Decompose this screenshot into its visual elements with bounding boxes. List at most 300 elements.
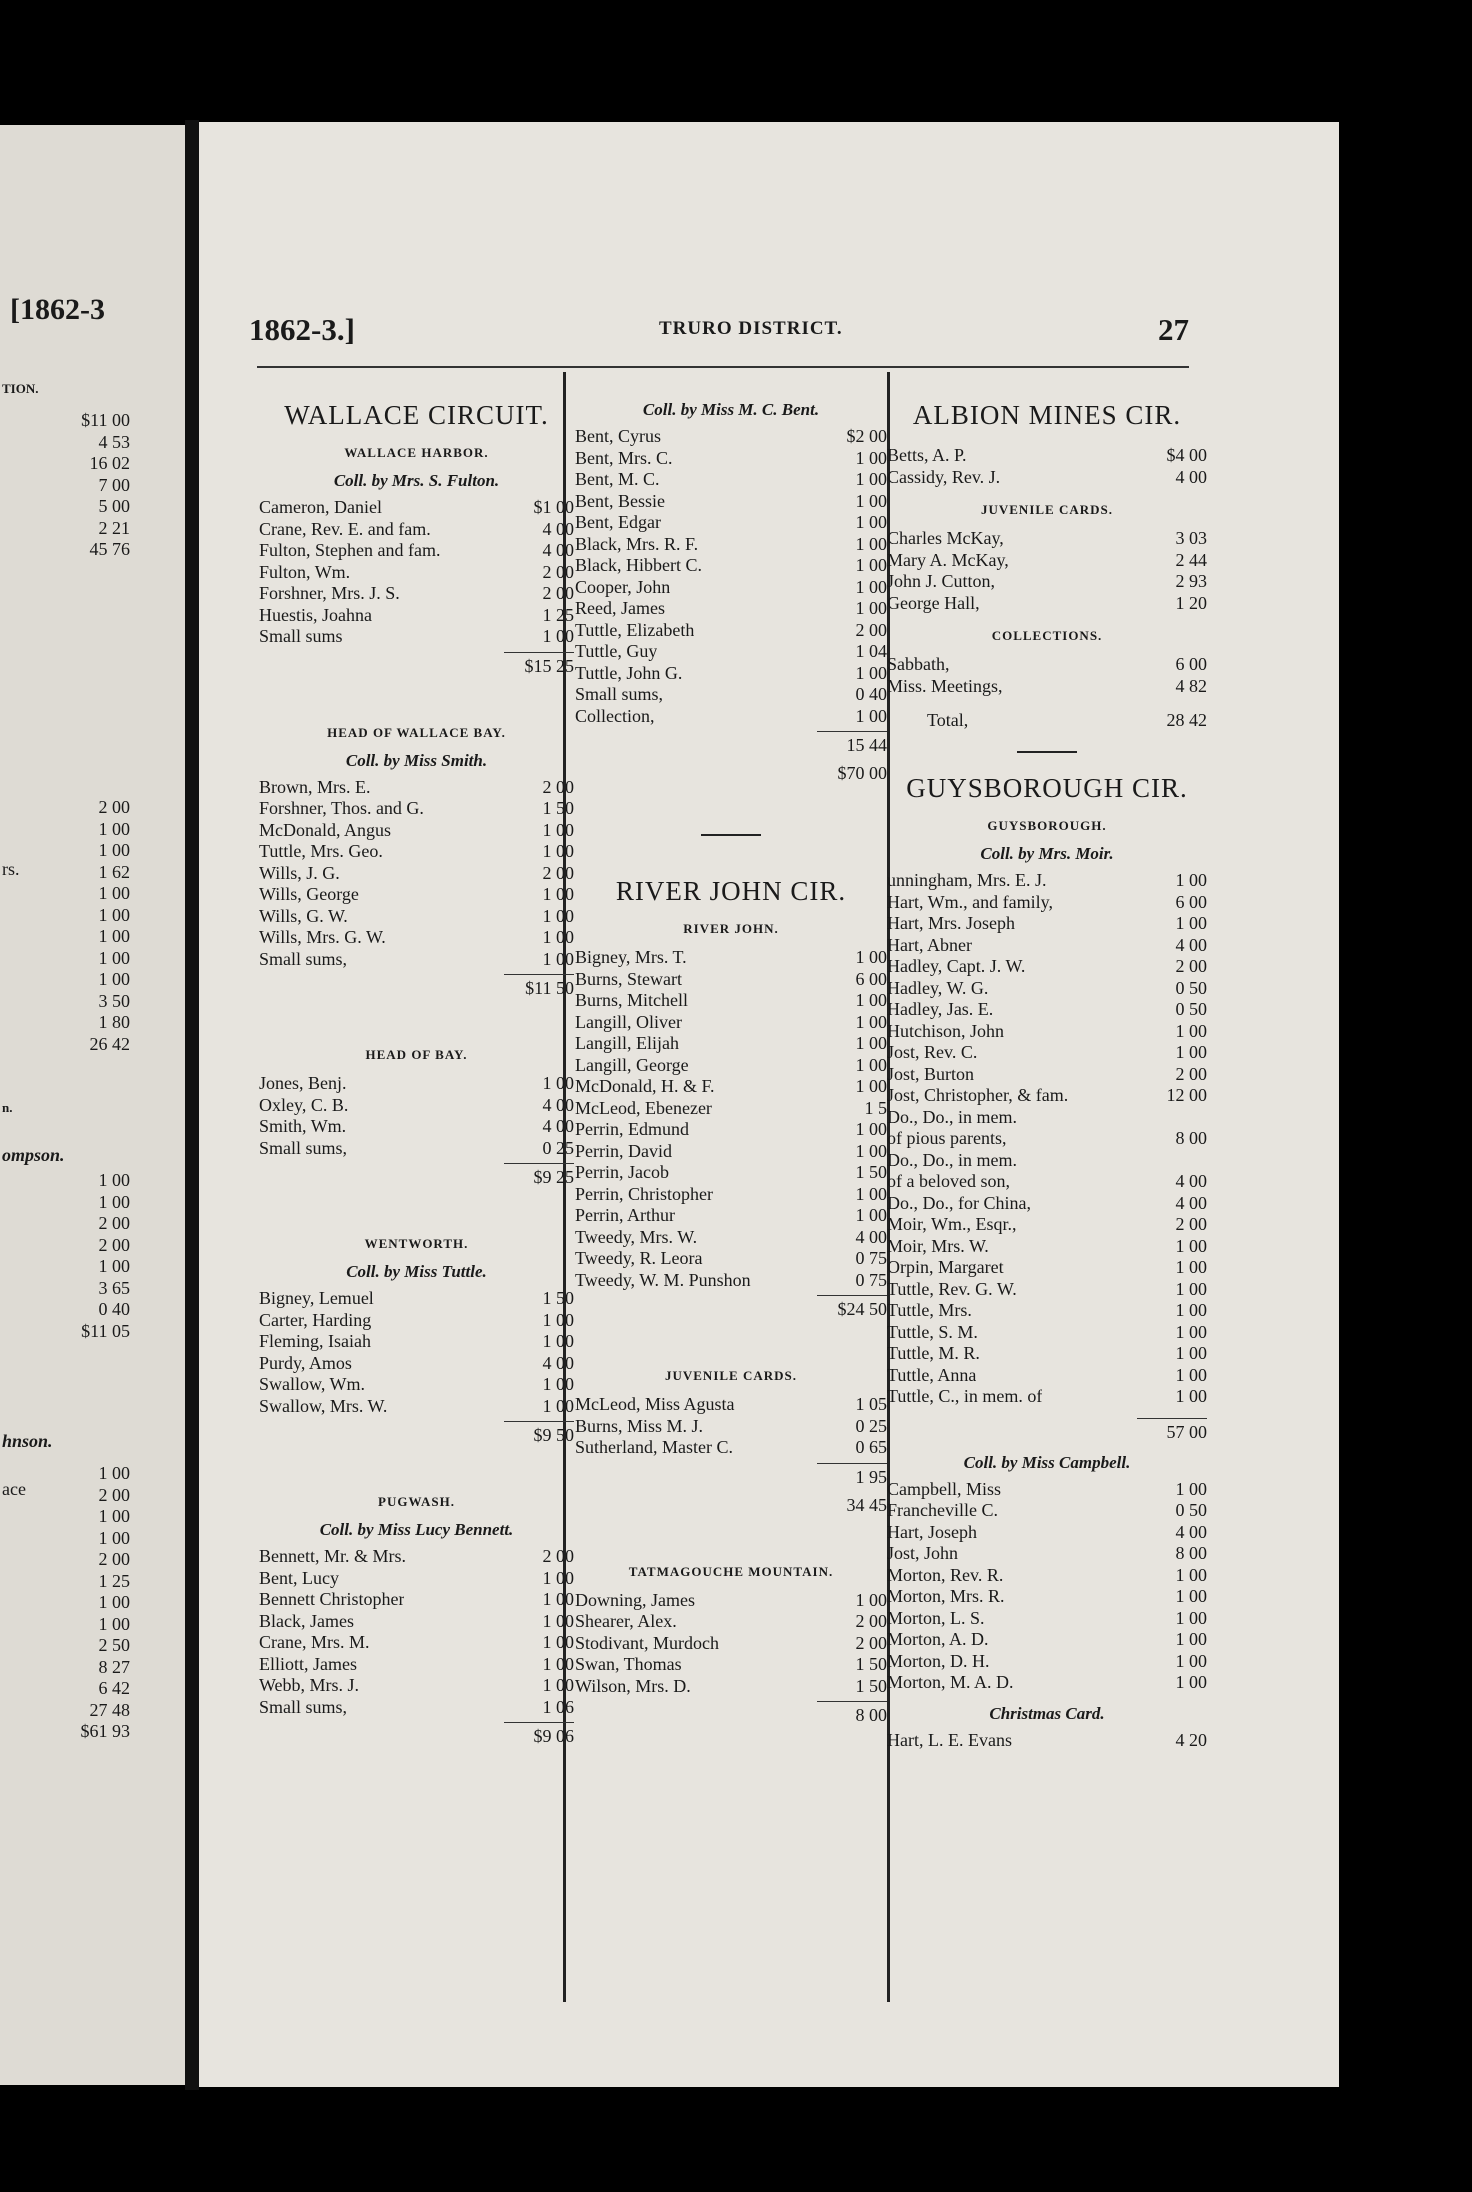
left-amount: 1 00 — [98, 904, 130, 925]
river-john-entry — [575, 1055, 887, 1077]
page-header — [249, 312, 1189, 352]
christmas-card-list — [887, 1730, 1207, 1752]
campbell-amount: 1 00 — [1175, 1650, 1207, 1671]
albion-collections-amount: 6 00 — [1175, 654, 1207, 674]
guysborough-amount — [1155, 1107, 1207, 1129]
wallace-amount: 1 00 — [542, 948, 574, 969]
christmas-name: Hart, L. E. Evans — [887, 1729, 1012, 1750]
wallace-entry — [259, 1568, 574, 1590]
bent-amount: 1 00 — [855, 598, 887, 618]
wallace-entry — [259, 841, 574, 863]
wallace-name: Elliott, James — [259, 1653, 357, 1674]
bent-amount: 1 00 — [855, 512, 887, 532]
campbell-entry — [887, 1629, 1207, 1651]
left-amount: 5 00 — [98, 496, 130, 516]
guysborough-entry — [887, 1343, 1207, 1365]
campbell-name: Francheville C. — [887, 1500, 998, 1520]
page — [199, 122, 1339, 2087]
campbell-amount: 1 00 — [1175, 1478, 1207, 1499]
left-amount: $61 93 — [80, 1721, 130, 1741]
albion-juvenile-amount: 3 03 — [1175, 528, 1207, 548]
bent-entry — [575, 555, 887, 577]
guysborough-name: Do., Do., for China, — [887, 1192, 1031, 1213]
wallace-entry — [259, 1396, 574, 1418]
left-amount: 16 02 — [89, 453, 130, 473]
river-john-amount: 1 00 — [855, 1119, 887, 1139]
guysborough-entry — [887, 1021, 1207, 1043]
river-john-amount: 1 00 — [855, 1183, 887, 1204]
river-john-amount: 0 25 — [855, 1415, 887, 1436]
river-john-name: Stodivant, Murdoch — [575, 1632, 719, 1653]
guysborough-amount: 4 00 — [1175, 1171, 1207, 1191]
campbell-entry — [887, 1565, 1207, 1587]
river-john-name: Perrin, Arthur — [575, 1205, 675, 1225]
header-rule — [257, 366, 1189, 368]
albion-juvenile-list — [887, 528, 1207, 614]
wallace-name: Oxley, C. B. — [259, 1094, 349, 1115]
campbell-entry — [887, 1672, 1207, 1694]
river-john-name: Tweedy, Mrs. W. — [575, 1226, 698, 1247]
river-john-entry — [575, 1676, 887, 1698]
bent-subtotal: 15 44 — [817, 731, 887, 756]
river-john-entry — [575, 969, 887, 991]
bent-entry — [575, 491, 887, 513]
river-john-name: Sutherland, Master C. — [575, 1437, 733, 1457]
page-gutter — [185, 120, 199, 2090]
campbell-name: Morton, Rev. R. — [887, 1564, 1004, 1585]
albion-juvenile-entry — [887, 593, 1207, 615]
wallace-amount: 4 00 — [542, 1094, 574, 1115]
wallace-name: Swallow, Wm. — [259, 1374, 365, 1394]
guysborough-name: Jost, Christopher, & fam. — [887, 1085, 1069, 1105]
bent-name: Black, Mrs. R. F. — [575, 533, 699, 554]
guysborough-name: Orpin, Margaret — [887, 1257, 1004, 1277]
campbell-amount: 1 00 — [1175, 1586, 1207, 1606]
river-john-name: Burns, Mitchell — [575, 990, 688, 1010]
campbell-amount: 0 50 — [1175, 1500, 1207, 1520]
wallace-entry — [259, 1116, 574, 1138]
bent-amount: 1 00 — [855, 469, 887, 489]
river-john-name: McDonald, H. & F. — [575, 1076, 715, 1096]
wallace-section — [259, 1446, 574, 1747]
wallace-entry — [259, 1675, 574, 1697]
left-frag-n: n. — [2, 1100, 13, 1115]
river-john-amount: 1 5 — [864, 1097, 887, 1118]
wallace-entry — [259, 1611, 574, 1633]
river-john-entry — [575, 1270, 887, 1292]
guysborough-title: GUYSBOROUGH CIR. — [906, 773, 1188, 803]
left-amount: 1 80 — [98, 1012, 130, 1032]
campbell-amount: 1 00 — [1175, 1564, 1207, 1585]
guysborough-entry — [887, 892, 1207, 914]
wallace-amount: 4 00 — [542, 540, 574, 560]
guysborough-amount: 1 00 — [1175, 1300, 1207, 1320]
left-amount: 1 00 — [98, 818, 130, 839]
left-amount: 2 50 — [98, 1635, 130, 1655]
river-john-entry — [575, 1033, 887, 1055]
campbell-name: Hart, Joseph — [887, 1521, 977, 1542]
river-john-amount: 2 00 — [855, 1611, 887, 1631]
albion-entry — [887, 445, 1207, 467]
wallace-entry — [259, 519, 574, 541]
bent-name: Cooper, John — [575, 576, 671, 597]
section-dash — [1017, 751, 1077, 753]
section-gap — [575, 1320, 887, 1354]
wallace-name: Small sums, — [259, 948, 348, 969]
bent-name: Bent, Bessie — [575, 490, 665, 511]
wallace-name: Fulton, Wm. — [259, 561, 351, 582]
river-john-amount: 0 75 — [855, 1269, 887, 1290]
left-amount: 2 00 — [98, 797, 130, 817]
guysborough-amount — [1155, 1150, 1207, 1172]
guysborough-name: Tuttle, M. R. — [887, 1343, 980, 1363]
wallace-amount: 1 00 — [542, 1395, 574, 1416]
wallace-sections — [259, 445, 574, 1747]
wallace-name: Wills, Mrs. G. W. — [259, 927, 386, 947]
wallace-entry — [259, 1632, 574, 1654]
guysborough-total: 57 00 — [1137, 1418, 1207, 1443]
guysborough-amount: 1 00 — [1175, 870, 1207, 890]
wallace-name: Wills, George — [259, 884, 359, 904]
section-total-value: $9 25 — [533, 1167, 574, 1187]
wallace-amount: 1 00 — [542, 1309, 574, 1330]
guysborough-name: of pious parents, — [887, 1128, 1007, 1148]
left-amount: 1 00 — [98, 1592, 130, 1612]
river-john-name: Langill, George — [575, 1054, 689, 1075]
bent-name: Reed, James — [575, 598, 665, 618]
guysborough-entry — [887, 1107, 1207, 1129]
guysborough-amount: 1 00 — [1175, 1020, 1207, 1041]
campbell-list — [887, 1479, 1207, 1694]
left-amount: 1 00 — [98, 883, 130, 903]
wallace-entry — [259, 798, 574, 820]
left-frag-rs: rs. — [2, 859, 20, 879]
guysborough-name: Tuttle, Mrs. — [887, 1300, 972, 1320]
albion-juvenile-heading: JUVENILE CARDS. — [980, 502, 1114, 517]
section-heading: WALLACE HARBOR. — [344, 445, 489, 460]
river-john-name: Perrin, Christopher — [575, 1183, 713, 1204]
wallace-amount: 1 00 — [542, 1567, 574, 1588]
left-amount: 27 48 — [89, 1699, 130, 1720]
left-frag-hnson: hnson. — [2, 1431, 53, 1451]
wallace-name: Fulton, Stephen and fam. — [259, 540, 441, 560]
wallace-amount: 2 00 — [542, 862, 574, 883]
left-amount: 1 00 — [98, 1506, 130, 1526]
guysborough-amount: 0 50 — [1175, 977, 1207, 998]
river-john-amount: 1 00 — [855, 990, 887, 1010]
river-john-entry — [575, 947, 887, 969]
river-john-name: Downing, James — [575, 1589, 695, 1610]
albion-juvenile-name: Charles McKay, — [887, 528, 1004, 548]
left-amount: 1 62 — [98, 861, 130, 882]
wallace-name: Bennett Christopher — [259, 1589, 405, 1609]
bent-name: Bent, Cyrus — [575, 426, 662, 446]
river-john-amount: 1 50 — [855, 1654, 887, 1674]
river-john-entry — [575, 1076, 887, 1098]
bent-entry — [575, 426, 887, 448]
campbell-entry — [887, 1543, 1207, 1565]
left-amount: 1 00 — [98, 1463, 130, 1483]
wallace-entry — [259, 884, 574, 906]
wallace-entry — [259, 562, 574, 584]
river-john-entry — [575, 1119, 887, 1141]
left-amount: $11 05 — [81, 1320, 130, 1341]
guysborough-entry — [887, 1300, 1207, 1322]
wallace-section — [259, 677, 574, 1000]
section-grand-total-value: 34 45 — [846, 1494, 887, 1515]
albion-collections-name: Miss. Meetings, — [887, 675, 1003, 696]
river-john-name: Tweedy, W. M. Punshon — [575, 1269, 751, 1290]
bent-list — [575, 426, 887, 727]
section-heading: HEAD OF BAY. — [365, 1047, 468, 1062]
guysborough-name: Jost, Rev. C. — [887, 1042, 978, 1062]
guysborough-amount: 2 00 — [1175, 1214, 1207, 1234]
wallace-name: Tuttle, Mrs. Geo. — [259, 841, 383, 861]
wallace-section — [259, 445, 574, 677]
albion-juvenile-entry — [887, 571, 1207, 593]
wallace-entry — [259, 1654, 574, 1676]
river-john-amount: 6 00 — [855, 968, 887, 989]
wallace-amount: 1 00 — [542, 1632, 574, 1652]
section-total — [504, 1722, 574, 1747]
albion-collections-name: Sabbath, — [887, 654, 950, 674]
campbell-name: Jost, John — [887, 1543, 959, 1563]
left-amount: 7 00 — [98, 474, 130, 495]
river-john-entry — [575, 1394, 887, 1416]
section-collector: Coll. by Miss Smith. — [345, 750, 488, 770]
guysborough-entry — [887, 1214, 1207, 1236]
section-total-value: 1 95 — [855, 1466, 887, 1487]
guysborough-name: Tuttle, S. M. — [887, 1321, 978, 1342]
guysborough-name: of a beloved son, — [887, 1171, 1010, 1191]
wallace-amount: 2 00 — [542, 1546, 574, 1566]
section-collector: Coll. by Miss Lucy Bennett. — [319, 1520, 514, 1539]
river-john-amount: 0 75 — [855, 1248, 887, 1268]
left-amount: 1 25 — [98, 1570, 130, 1591]
left-page-header: [1862-3 — [10, 293, 105, 326]
left-amount: 2 00 — [98, 1484, 130, 1505]
wallace-name: Bent, Lucy — [259, 1567, 339, 1588]
campbell-entry — [887, 1651, 1207, 1673]
river-john-entry — [575, 1611, 887, 1633]
left-amount: 4 53 — [98, 431, 130, 452]
river-john-name: Swan, Thomas — [575, 1654, 682, 1674]
river-john-entry — [575, 1590, 887, 1612]
albion-juvenile-amount: 1 20 — [1175, 592, 1207, 613]
left-page-fragment — [0, 125, 185, 2085]
wallace-amount: 2 00 — [542, 776, 574, 797]
campbell-name: Morton, D. H. — [887, 1650, 990, 1671]
bent-name: Bent, Mrs. C. — [575, 447, 673, 468]
section-gap — [259, 1446, 574, 1480]
wallace-amount: 1 00 — [542, 1610, 574, 1631]
bent-entry — [575, 469, 887, 491]
guysborough-name: Tuttle, Anna — [887, 1364, 977, 1385]
albion-juvenile-amount: 2 93 — [1175, 571, 1207, 591]
river-john-title: RIVER JOHN CIR. — [615, 876, 847, 906]
guysborough-heading: GUYSBOROUGH. — [987, 818, 1107, 833]
wallace-amount: 1 50 — [542, 798, 574, 818]
campbell-amount: 1 00 — [1175, 1629, 1207, 1649]
wallace-amount: 2 00 — [542, 561, 574, 582]
river-john-name: McLeod, Ebenezer — [575, 1097, 712, 1118]
left-frag-ace: ace — [2, 1479, 26, 1499]
bent-collector: Coll. by Miss M. C. Bent. — [642, 400, 820, 419]
left-amount: $11 00 — [81, 410, 130, 430]
wallace-name: Small sums — [259, 626, 343, 646]
campbell-amount: 1 00 — [1175, 1607, 1207, 1628]
bent-name: Tuttle, Guy — [575, 641, 658, 661]
christmas-card-heading: Christmas Card. — [989, 1703, 1105, 1723]
bent-entry — [575, 448, 887, 470]
guysborough-amount: 1 00 — [1175, 1278, 1207, 1299]
bent-amount: 1 00 — [855, 447, 887, 468]
section-heading: HEAD OF WALLACE BAY. — [327, 724, 506, 740]
wallace-entry — [259, 1589, 574, 1611]
wallace-amount: 1 00 — [542, 1675, 574, 1695]
left-frag-ompson: ompson. — [2, 1145, 65, 1165]
guysborough-amount: 1 00 — [1175, 1257, 1207, 1277]
wallace-entry — [259, 949, 574, 971]
guysborough-name: Hadley, W. G. — [887, 977, 989, 998]
left-amount: 2 00 — [98, 1213, 130, 1233]
section-dash — [701, 834, 761, 836]
wallace-amount: 1 00 — [542, 905, 574, 926]
guysborough-amount: 2 00 — [1175, 956, 1207, 976]
page-number: 27 — [1158, 312, 1189, 347]
column-albion-guysborough — [887, 394, 1207, 1751]
guysborough-entry — [887, 1279, 1207, 1301]
guysborough-amount: 1 00 — [1175, 1386, 1207, 1406]
river-john-entry — [575, 1012, 887, 1034]
albion-collections-heading: COLLECTIONS. — [991, 628, 1103, 643]
wallace-entry — [259, 777, 574, 799]
wallace-amount: 2 00 — [542, 583, 574, 603]
page-title: TRURO DISTRICT. — [659, 318, 843, 339]
albion-juvenile-amount: 2 44 — [1175, 549, 1207, 570]
campbell-name: Morton, Mrs. R. — [887, 1586, 1005, 1606]
wallace-entry — [259, 1310, 574, 1332]
albion-juvenile-entry — [887, 528, 1207, 550]
wallace-entry — [259, 497, 574, 519]
bent-entry — [575, 684, 887, 706]
guysborough-amount: 8 00 — [1175, 1128, 1207, 1148]
albion-juvenile-name: Mary A. McKay, — [887, 549, 1009, 570]
left-amount: 1 00 — [98, 1256, 130, 1276]
guysborough-amount: 4 00 — [1175, 934, 1207, 955]
wallace-amount: 1 00 — [542, 819, 574, 840]
river-john-amount: 1 00 — [855, 1033, 887, 1053]
section-gap — [259, 999, 574, 1033]
albion-name: Betts, A. P. — [887, 445, 967, 465]
bent-total: $70 00 — [837, 763, 887, 783]
albion-juvenile-name: George Hall, — [887, 592, 980, 613]
river-john-entry — [575, 1227, 887, 1249]
wallace-amount: 4 00 — [542, 1352, 574, 1373]
left-amount: 1 00 — [98, 840, 130, 860]
left-amount: 8 27 — [98, 1656, 130, 1677]
wallace-name: Carter, Harding — [259, 1309, 372, 1330]
guysborough-entry — [887, 935, 1207, 957]
section-heading: PUGWASH. — [378, 1494, 455, 1509]
albion-collections-entry — [887, 654, 1207, 676]
bent-amount: $2 00 — [846, 426, 887, 446]
column-wallace — [259, 394, 574, 1747]
campbell-collector: Coll. by Miss Campbell. — [963, 1452, 1131, 1472]
guysborough-entry — [887, 999, 1207, 1021]
guysborough-amount: 0 50 — [1175, 999, 1207, 1019]
river-john-amount: 1 00 — [855, 1589, 887, 1610]
bent-name: Collection, — [575, 705, 655, 726]
bent-name: Tuttle, Elizabeth — [575, 619, 695, 640]
wallace-entry — [259, 605, 574, 627]
wallace-name: McDonald, Angus — [259, 819, 391, 840]
albion-collections-entry — [887, 676, 1207, 698]
river-john-amount: 1 50 — [855, 1675, 887, 1696]
left-amount: 1 00 — [98, 969, 130, 989]
left-amount: 1 00 — [98, 947, 130, 968]
guysborough-amount: 1 00 — [1175, 913, 1207, 933]
section-total-value: 8 00 — [855, 1705, 887, 1725]
guysborough-amount: 2 00 — [1175, 1063, 1207, 1084]
wallace-amount: 1 00 — [542, 626, 574, 646]
page-year: 1862-3.] — [249, 312, 355, 347]
river-john-entry — [575, 1633, 887, 1655]
wallace-name: Forshner, Thos. and G. — [259, 798, 424, 818]
bent-amount: 1 00 — [855, 662, 887, 683]
guysborough-name: Hadley, Capt. J. W. — [887, 956, 1026, 976]
guysborough-amount: 1 00 — [1175, 1235, 1207, 1256]
left-page-frag: TION. — [2, 381, 39, 396]
section-total-value: $9 50 — [533, 1425, 574, 1445]
section-total-value: $15 25 — [524, 655, 574, 676]
albion-total: Total, 28 42 — [927, 710, 1207, 730]
wallace-entry — [259, 1697, 574, 1719]
guysborough-amount: 1 00 — [1175, 1042, 1207, 1062]
wallace-entry — [259, 583, 574, 605]
guysborough-entry — [887, 1064, 1207, 1086]
river-john-entry — [575, 990, 887, 1012]
section-heading: WENTWORTH. — [364, 1236, 469, 1251]
wallace-entry — [259, 1546, 574, 1568]
wallace-name: Bennett, Mr. & Mrs. — [259, 1546, 406, 1566]
guysborough-collector: Coll. by Mrs. Moir. — [980, 844, 1114, 863]
guysborough-name: unningham, Mrs. E. J. — [887, 870, 1047, 890]
bent-entry — [575, 534, 887, 556]
wallace-amount: 4 00 — [542, 1116, 574, 1136]
river-john-name: McLeod, Miss Agusta — [575, 1394, 735, 1414]
bent-name: Black, Hibbert C. — [575, 555, 702, 575]
bent-amount: 0 40 — [855, 684, 887, 704]
guysborough-name: Moir, Wm., Esqr., — [887, 1214, 1017, 1234]
section-grand-total — [817, 1492, 887, 1516]
bent-amount: 1 00 — [855, 555, 887, 575]
guysborough-name: Hadley, Jas. E. — [887, 999, 994, 1019]
albion-mines-title: ALBION MINES CIR. — [912, 400, 1182, 430]
bent-amount: 1 00 — [855, 490, 887, 511]
section-heading: TATMAGOUCHE MOUNTAIN. — [628, 1563, 834, 1579]
bent-entry — [575, 598, 887, 620]
campbell-entry — [887, 1500, 1207, 1522]
section-total-value: $11 50 — [525, 978, 574, 998]
albion-collections-amount: 4 82 — [1175, 675, 1207, 696]
guysborough-name: Hutchison, John — [887, 1020, 1004, 1041]
left-amount: 6 42 — [98, 1678, 130, 1698]
campbell-entry — [887, 1586, 1207, 1608]
river-john-entry — [575, 1654, 887, 1676]
wallace-entry — [259, 1095, 574, 1117]
section-total — [504, 974, 574, 999]
